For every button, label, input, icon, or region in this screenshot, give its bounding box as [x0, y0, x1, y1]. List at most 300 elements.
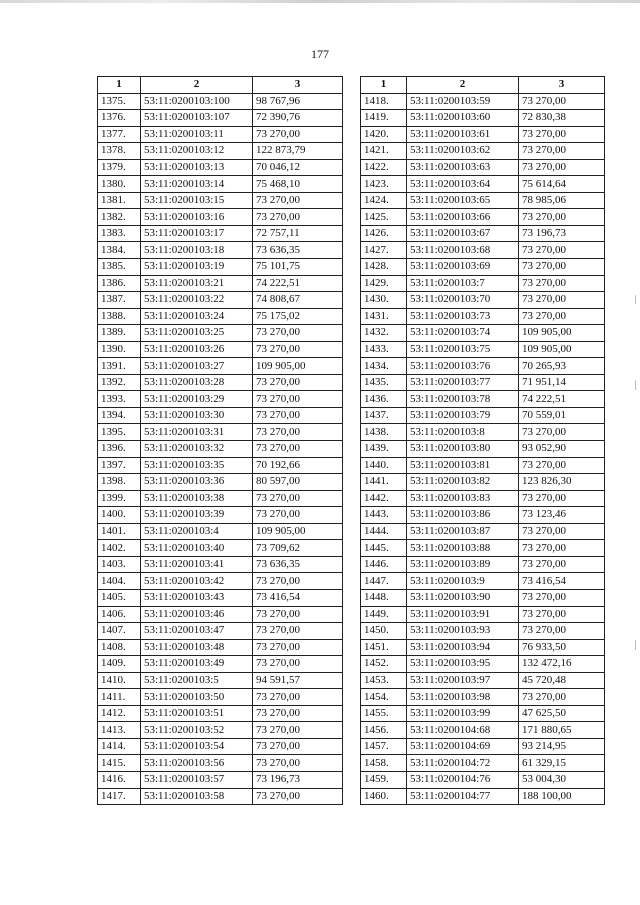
cadastral-number: 53:11:0200103:52 — [141, 722, 253, 739]
row-number: 1441. — [361, 474, 407, 491]
cadastral-value: 47 625,50 — [519, 705, 605, 722]
row-number: 1417. — [98, 788, 141, 805]
row-number: 1454. — [361, 689, 407, 706]
row-number: 1407. — [98, 623, 141, 640]
cadastral-number: 53:11:0200103:107 — [141, 110, 253, 127]
cadastral-value: 73 270,00 — [519, 143, 605, 160]
row-number: 1405. — [98, 589, 141, 606]
table-row — [361, 424, 605, 441]
row-number: 1418. — [361, 93, 407, 110]
cadastral-value: 72 390,76 — [253, 110, 343, 127]
row-number: 1430. — [361, 292, 407, 309]
row-number: 1394. — [98, 407, 141, 424]
cadastral-number: 53:11:0200103:78 — [407, 391, 519, 408]
cadastral-number: 53:11:0200103:27 — [141, 358, 253, 375]
table-row — [98, 656, 343, 673]
cadastral-value: 73 270,00 — [253, 755, 343, 772]
cadastral-number: 53:11:0200103:70 — [407, 292, 519, 309]
cadastral-number: 53:11:0200103:69 — [407, 259, 519, 276]
cadastral-number: 53:11:0200103:64 — [407, 176, 519, 193]
row-number: 1399. — [98, 490, 141, 507]
table-row — [98, 407, 343, 424]
cadastral-number: 53:11:0200103:77 — [407, 374, 519, 391]
row-number: 1432. — [361, 325, 407, 342]
table-row — [98, 341, 343, 358]
row-number: 1446. — [361, 556, 407, 573]
table-row — [361, 507, 605, 524]
row-number: 1425. — [361, 209, 407, 226]
cadastral-value: 73 270,00 — [253, 656, 343, 673]
cadastral-value: 73 123,46 — [519, 507, 605, 524]
row-number: 1416. — [98, 771, 141, 788]
row-number: 1435. — [361, 374, 407, 391]
table-row — [361, 325, 605, 342]
cadastral-number: 53:11:0200104:72 — [407, 755, 519, 772]
cadastral-number: 53:11:0200103:88 — [407, 540, 519, 557]
cadastral-number: 53:11:0200103:42 — [141, 573, 253, 590]
cadastral-value: 73 270,00 — [253, 209, 343, 226]
row-number: 1419. — [361, 110, 407, 127]
row-number: 1421. — [361, 143, 407, 160]
table-row — [361, 374, 605, 391]
table-row — [361, 589, 605, 606]
cadastral-value: 71 951,14 — [519, 374, 605, 391]
cadastral-number: 53:11:0200103:30 — [141, 407, 253, 424]
cadastral-value: 132 472,16 — [519, 656, 605, 673]
cadastral-value: 73 270,00 — [519, 523, 605, 540]
table-row — [361, 755, 605, 772]
cadastral-number: 53:11:0200103:8 — [407, 424, 519, 441]
table-row — [361, 192, 605, 209]
table-row — [98, 292, 343, 309]
row-number: 1434. — [361, 358, 407, 375]
row-number: 1437. — [361, 407, 407, 424]
cadastral-number: 53:11:0200103:36 — [141, 474, 253, 491]
cadastral-value: 72 757,11 — [253, 225, 343, 242]
row-number: 1398. — [98, 474, 141, 491]
table-row — [98, 209, 343, 226]
cadastral-value: 73 270,00 — [253, 623, 343, 640]
row-number: 1380. — [98, 176, 141, 193]
cadastral-value: 73 270,00 — [519, 209, 605, 226]
cadastral-value: 73 270,00 — [519, 242, 605, 259]
table-row — [98, 606, 343, 623]
cadastral-value: 73 270,00 — [253, 788, 343, 805]
table-row — [98, 589, 343, 606]
table-row — [98, 391, 343, 408]
cadastral-number: 53:11:0200103:50 — [141, 689, 253, 706]
cadastral-number: 53:11:0200103:67 — [407, 225, 519, 242]
row-number: 1444. — [361, 523, 407, 540]
row-number: 1395. — [98, 424, 141, 441]
table-row — [361, 407, 605, 424]
cadastral-value: 73 270,00 — [253, 192, 343, 209]
table-row — [98, 755, 343, 772]
cadastral-number: 53:11:0200103:32 — [141, 441, 253, 458]
cadastral-number: 53:11:0200103:49 — [141, 656, 253, 673]
cadastral-number: 53:11:0200103:15 — [141, 192, 253, 209]
column-header-cadastral: 2 — [407, 77, 519, 94]
cadastral-number: 53:11:0200104:76 — [407, 771, 519, 788]
cadastral-value: 73 270,00 — [253, 507, 343, 524]
row-number: 1408. — [98, 639, 141, 656]
cadastral-value: 61 329,15 — [519, 755, 605, 772]
table-row — [361, 788, 605, 805]
column-header-number: 1 — [361, 77, 407, 94]
table-row — [361, 656, 605, 673]
row-number: 1438. — [361, 424, 407, 441]
cadastral-number: 53:11:0200103:21 — [141, 275, 253, 292]
cadastral-value: 73 709,62 — [253, 540, 343, 557]
table-row — [361, 623, 605, 640]
cadastral-number: 53:11:0200103:63 — [407, 159, 519, 176]
row-number: 1401. — [98, 523, 141, 540]
row-number: 1448. — [361, 589, 407, 606]
row-number: 1378. — [98, 143, 141, 160]
cadastral-number: 53:11:0200103:26 — [141, 341, 253, 358]
cadastral-value: 73 270,00 — [253, 325, 343, 342]
table-row — [98, 143, 343, 160]
table-row — [98, 176, 343, 193]
table-row — [361, 771, 605, 788]
table-row — [361, 523, 605, 540]
cadastral-value: 73 270,00 — [519, 93, 605, 110]
row-number: 1458. — [361, 755, 407, 772]
cadastral-number: 53:11:0200104:77 — [407, 788, 519, 805]
cadastral-number: 53:11:0200103:59 — [407, 93, 519, 110]
cadastral-value: 73 270,00 — [253, 391, 343, 408]
row-number: 1422. — [361, 159, 407, 176]
cadastral-number: 53:11:0200103:16 — [141, 209, 253, 226]
cadastral-value: 94 591,57 — [253, 672, 343, 689]
table-row — [361, 259, 605, 276]
table-row — [361, 689, 605, 706]
registry-table-right — [360, 76, 605, 805]
cadastral-number: 53:11:0200103:62 — [407, 143, 519, 160]
table-row — [361, 705, 605, 722]
cadastral-number: 53:11:0200103:91 — [407, 606, 519, 623]
cadastral-number: 53:11:0200103:99 — [407, 705, 519, 722]
table-row — [361, 490, 605, 507]
cadastral-number: 53:11:0200103:81 — [407, 457, 519, 474]
cadastral-value: 73 270,00 — [519, 275, 605, 292]
cadastral-value: 70 192,66 — [253, 457, 343, 474]
row-number: 1375. — [98, 93, 141, 110]
table-row — [361, 556, 605, 573]
cadastral-number: 53:11:0200103:4 — [141, 523, 253, 540]
cadastral-value: 93 214,95 — [519, 738, 605, 755]
row-number: 1452. — [361, 656, 407, 673]
cadastral-value: 73 270,00 — [253, 490, 343, 507]
row-number: 1400. — [98, 507, 141, 524]
cadastral-number: 53:11:0200103:80 — [407, 441, 519, 458]
cadastral-value: 75 175,02 — [253, 308, 343, 325]
cadastral-number: 53:11:0200103:57 — [141, 771, 253, 788]
table-row — [98, 540, 343, 557]
cadastral-number: 53:11:0200103:66 — [407, 209, 519, 226]
cadastral-number: 53:11:0200103:82 — [407, 474, 519, 491]
cadastral-value: 75 468,10 — [253, 176, 343, 193]
cadastral-value: 73 270,00 — [253, 374, 343, 391]
table-row — [361, 308, 605, 325]
table-row — [361, 159, 605, 176]
row-number: 1387. — [98, 292, 141, 309]
table-row — [361, 358, 605, 375]
cadastral-number: 53:11:0200103:25 — [141, 325, 253, 342]
row-number: 1413. — [98, 722, 141, 739]
cadastral-value: 73 270,00 — [253, 705, 343, 722]
row-number: 1412. — [98, 705, 141, 722]
cadastral-number: 53:11:0200103:98 — [407, 689, 519, 706]
cadastral-number: 53:11:0200103:18 — [141, 242, 253, 259]
table-row — [98, 639, 343, 656]
cadastral-value: 98 767,96 — [253, 93, 343, 110]
margin-mark — [635, 380, 636, 390]
table-row — [98, 275, 343, 292]
cadastral-value: 80 597,00 — [253, 474, 343, 491]
row-number: 1447. — [361, 573, 407, 590]
cadastral-value: 73 270,00 — [519, 292, 605, 309]
row-number: 1433. — [361, 341, 407, 358]
cadastral-value: 75 101,75 — [253, 259, 343, 276]
cadastral-number: 53:11:0200103:28 — [141, 374, 253, 391]
cadastral-value: 73 270,00 — [519, 126, 605, 143]
row-number: 1396. — [98, 441, 141, 458]
cadastral-value: 73 636,35 — [253, 242, 343, 259]
cadastral-number: 53:11:0200103:40 — [141, 540, 253, 557]
row-number: 1457. — [361, 738, 407, 755]
cadastral-number: 53:11:0200103:75 — [407, 341, 519, 358]
table-row — [361, 391, 605, 408]
cadastral-number: 53:11:0200103:29 — [141, 391, 253, 408]
cadastral-value: 73 196,73 — [519, 225, 605, 242]
column-header-number: 1 — [98, 77, 141, 94]
row-number: 1460. — [361, 788, 407, 805]
cadastral-number: 53:11:0200104:68 — [407, 722, 519, 739]
cadastral-value: 74 808,67 — [253, 292, 343, 309]
cadastral-number: 53:11:0200103:97 — [407, 672, 519, 689]
cadastral-value: 73 270,00 — [253, 407, 343, 424]
cadastral-number: 53:11:0200103:93 — [407, 623, 519, 640]
cadastral-number: 53:11:0200103:68 — [407, 242, 519, 259]
row-number: 1415. — [98, 755, 141, 772]
table-header-row — [361, 77, 605, 94]
cadastral-value: 53 004,30 — [519, 771, 605, 788]
row-number: 1420. — [361, 126, 407, 143]
cadastral-value: 73 270,00 — [253, 738, 343, 755]
table-row — [98, 159, 343, 176]
table-row — [98, 623, 343, 640]
cadastral-number: 53:11:0200103:14 — [141, 176, 253, 193]
row-number: 1386. — [98, 275, 141, 292]
cadastral-value: 73 270,00 — [519, 540, 605, 557]
cadastral-number: 53:11:0200103:79 — [407, 407, 519, 424]
row-number: 1406. — [98, 606, 141, 623]
cadastral-number: 53:11:0200103:39 — [141, 507, 253, 524]
cadastral-value: 73 270,00 — [519, 689, 605, 706]
table-row — [361, 738, 605, 755]
cadastral-number: 53:11:0200103:5 — [141, 672, 253, 689]
table-row — [361, 441, 605, 458]
row-number: 1442. — [361, 490, 407, 507]
cadastral-value: 73 416,54 — [519, 573, 605, 590]
cadastral-number: 53:11:0200103:58 — [141, 788, 253, 805]
cadastral-value: 73 270,00 — [253, 341, 343, 358]
cadastral-value: 73 270,00 — [519, 308, 605, 325]
margin-mark — [635, 640, 636, 650]
row-number: 1440. — [361, 457, 407, 474]
margin-mark — [635, 295, 636, 304]
page-number: 177 — [311, 47, 329, 61]
cadastral-number: 53:11:0200103:41 — [141, 556, 253, 573]
table-header-row — [98, 77, 343, 94]
row-number: 1439. — [361, 441, 407, 458]
table-row — [361, 126, 605, 143]
cadastral-number: 53:11:0200103:9 — [407, 573, 519, 590]
row-number: 1390. — [98, 341, 141, 358]
cadastral-value: 122 873,79 — [253, 143, 343, 160]
row-number: 1404. — [98, 573, 141, 590]
table-row — [98, 242, 343, 259]
cadastral-value: 70 265,93 — [519, 358, 605, 375]
cadastral-value: 109 905,00 — [519, 341, 605, 358]
table-row — [98, 225, 343, 242]
cadastral-value: 73 270,00 — [519, 424, 605, 441]
table-row — [98, 441, 343, 458]
cadastral-value: 171 880,65 — [519, 722, 605, 739]
table-row — [361, 176, 605, 193]
row-number: 1393. — [98, 391, 141, 408]
table-row — [98, 110, 343, 127]
row-number: 1391. — [98, 358, 141, 375]
row-number: 1385. — [98, 259, 141, 276]
cadastral-value: 73 270,00 — [253, 689, 343, 706]
row-number: 1443. — [361, 507, 407, 524]
table-row — [98, 689, 343, 706]
cadastral-value: 70 559,01 — [519, 407, 605, 424]
cadastral-value: 73 270,00 — [253, 441, 343, 458]
table-row — [98, 259, 343, 276]
table-row — [98, 573, 343, 590]
table-row — [98, 374, 343, 391]
table-row — [361, 93, 605, 110]
table-row — [98, 93, 343, 110]
cadastral-number: 53:11:0200103:13 — [141, 159, 253, 176]
cadastral-number: 53:11:0200103:61 — [407, 126, 519, 143]
row-number: 1409. — [98, 656, 141, 673]
row-number: 1456. — [361, 722, 407, 739]
row-number: 1389. — [98, 325, 141, 342]
table-row — [98, 738, 343, 755]
cadastral-number: 53:11:0200103:17 — [141, 225, 253, 242]
table-row — [361, 672, 605, 689]
cadastral-value: 78 985,06 — [519, 192, 605, 209]
cadastral-number: 53:11:0200103:90 — [407, 589, 519, 606]
cadastral-value: 73 636,35 — [253, 556, 343, 573]
row-number: 1427. — [361, 242, 407, 259]
row-number: 1445. — [361, 540, 407, 557]
table-row — [98, 126, 343, 143]
table-row — [98, 523, 343, 540]
row-number: 1381. — [98, 192, 141, 209]
cadastral-value: 73 416,54 — [253, 589, 343, 606]
cadastral-number: 53:11:0200103:54 — [141, 738, 253, 755]
cadastral-value: 73 270,00 — [519, 589, 605, 606]
row-number: 1377. — [98, 126, 141, 143]
table-row — [361, 225, 605, 242]
row-number: 1423. — [361, 176, 407, 193]
table-row — [98, 358, 343, 375]
table-row — [98, 556, 343, 573]
cadastral-number: 53:11:0200103:94 — [407, 639, 519, 656]
table-row — [361, 110, 605, 127]
table-row — [361, 457, 605, 474]
cadastral-number: 53:11:0200103:65 — [407, 192, 519, 209]
table-row — [361, 540, 605, 557]
table-row — [361, 143, 605, 160]
cadastral-number: 53:11:0200103:19 — [141, 259, 253, 276]
cadastral-number: 53:11:0200103:74 — [407, 325, 519, 342]
table-row — [361, 722, 605, 739]
row-number: 1410. — [98, 672, 141, 689]
cadastral-number: 53:11:0200103:46 — [141, 606, 253, 623]
cadastral-value: 73 270,00 — [253, 606, 343, 623]
cadastral-value: 73 270,00 — [519, 556, 605, 573]
cadastral-value: 73 196,73 — [253, 771, 343, 788]
cadastral-number: 53:11:0200103:100 — [141, 93, 253, 110]
cadastral-value: 45 720,48 — [519, 672, 605, 689]
table-row — [98, 325, 343, 342]
column-header-cadastral: 2 — [141, 77, 253, 94]
cadastral-value: 75 614,64 — [519, 176, 605, 193]
table-row — [361, 341, 605, 358]
cadastral-number: 53:11:0200103:11 — [141, 126, 253, 143]
cadastral-number: 53:11:0200103:51 — [141, 705, 253, 722]
row-number: 1453. — [361, 672, 407, 689]
cadastral-value: 73 270,00 — [519, 606, 605, 623]
cadastral-number: 53:11:0200103:60 — [407, 110, 519, 127]
table-row — [98, 672, 343, 689]
row-number: 1403. — [98, 556, 141, 573]
table-row — [98, 308, 343, 325]
row-number: 1376. — [98, 110, 141, 127]
row-number: 1397. — [98, 457, 141, 474]
cadastral-number: 53:11:0200103:12 — [141, 143, 253, 160]
cadastral-value: 188 100,00 — [519, 788, 605, 805]
cadastral-value: 73 270,00 — [519, 457, 605, 474]
table-row — [361, 606, 605, 623]
table-row — [98, 771, 343, 788]
row-number: 1388. — [98, 308, 141, 325]
row-number: 1450. — [361, 623, 407, 640]
table-row — [361, 292, 605, 309]
cadastral-number: 53:11:0200103:24 — [141, 308, 253, 325]
scan-edge-artifact — [0, 0, 640, 3]
cadastral-value: 73 270,00 — [253, 424, 343, 441]
row-number: 1455. — [361, 705, 407, 722]
row-number: 1426. — [361, 225, 407, 242]
cadastral-number: 53:11:0200103:38 — [141, 490, 253, 507]
table-row — [361, 639, 605, 656]
cadastral-value: 73 270,00 — [519, 490, 605, 507]
cadastral-value: 74 222,51 — [519, 391, 605, 408]
cadastral-value: 73 270,00 — [253, 573, 343, 590]
registry-table-left — [97, 76, 343, 805]
cadastral-value: 74 222,51 — [253, 275, 343, 292]
table-row — [98, 507, 343, 524]
cadastral-value: 70 046,12 — [253, 159, 343, 176]
row-number: 1424. — [361, 192, 407, 209]
